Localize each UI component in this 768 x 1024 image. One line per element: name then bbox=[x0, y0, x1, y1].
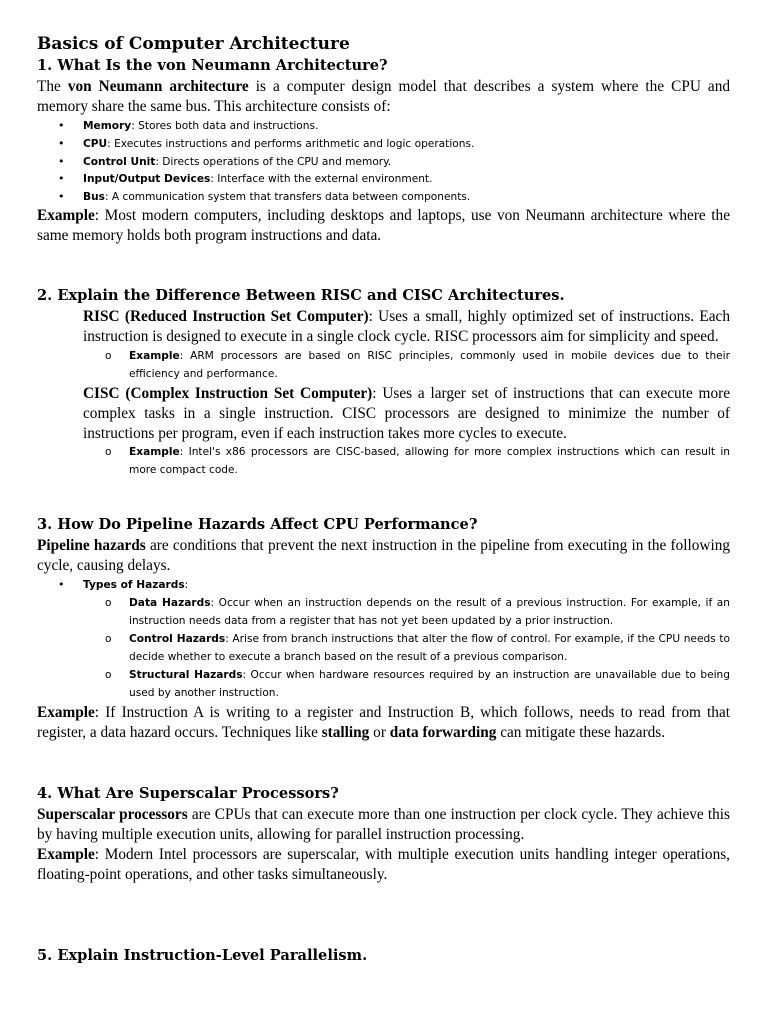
list-item: • Types of Hazards: bbox=[58, 578, 189, 591]
risc-example: o Example: ARM processors are based on RISC principles, commonly used in mobile devices due to their efficiency and performance. bbox=[105, 350, 730, 380]
list-item: • CPU: Executes instructions and performs arithmetic and logic operations. bbox=[58, 137, 475, 150]
hazard-item: o Data Hazards: Occur when an instruction depends on the result of a previous instruction. For example, if an instruction needs data from a register that has not yet been updated by a prior instruction. bbox=[105, 597, 730, 627]
list-item: • Bus: A communication system that transfers data between components. bbox=[58, 190, 471, 203]
hazard-item: o Control Hazards: Arise from branch instructions that alter the flow of control. For example, if the CPU needs to decide whether to execute a branch based on the result of a previous comparison. bbox=[105, 633, 730, 663]
hazard-item: o Structural Hazards: Occur when hardware resources required by an instruction are unavailable due to being used by another instruction. bbox=[105, 669, 730, 699]
section-4-example: Example: Modern Intel processors are superscalar, with multiple execution units handling integer operations, floating-point operations, and other tasks simultaneously. bbox=[37, 846, 730, 883]
section-3-heading: 3. How Do Pipeline Hazards Affect CPU Performance? bbox=[37, 516, 478, 533]
list-item: • Input/Output Devices: Interface with the external environment. bbox=[58, 172, 433, 185]
risc-paragraph: RISC (Reduced Instruction Set Computer): Uses a small, highly optimized set of instructions. Each instruction is designed to execute in a single clock cycle. RISC processors aim for simplicity and speed. bbox=[83, 308, 730, 345]
section-4-heading: 4. What Are Superscalar Processors? bbox=[37, 785, 339, 802]
section-1-heading: 1. What Is the von Neumann Architecture? bbox=[37, 57, 388, 74]
section-5-heading: 5. Explain Instruction-Level Parallelism. bbox=[37, 947, 368, 964]
section-3-intro: Pipeline hazards are conditions that prevent the next instruction in the pipeline from executing in the following cycle, causing delays. bbox=[37, 537, 730, 574]
section-1-intro: The von Neumann architecture is a computer design model that describes a system where the CPU and memory share the same bus. This architecture consists of: bbox=[37, 78, 730, 115]
section-1-example: Example: Most modern computers, including desktops and laptops, use von Neumann architecture where the same memory holds both program instructions and data. bbox=[37, 207, 730, 244]
list-item: • Memory: Stores both data and instructions. bbox=[58, 119, 319, 132]
cisc-paragraph: CISC (Complex Instruction Set Computer): Uses a larger set of instructions that can execute more complex tasks in a single instruction. CISC processors are designed to minimize the number of instructions per program, even if each instruction takes more cycles to execute. bbox=[83, 385, 730, 442]
document-title: Basics of Computer Architecture bbox=[37, 34, 350, 54]
section-2-heading: 2. Explain the Difference Between RISC and CISC Architectures. bbox=[37, 287, 565, 304]
section-4-intro: Superscalar processors are CPUs that can execute more than one instruction per clock cycle. They achieve this by having multiple execution units, allowing for parallel instruction processing. bbox=[37, 806, 730, 843]
cisc-example: o Example: Intel's x86 processors are CISC-based, allowing for more complex instructions which can result in more compact code. bbox=[105, 446, 730, 476]
list-item: • Control Unit: Directs operations of the CPU and memory. bbox=[58, 155, 392, 168]
section-3-example: Example: If Instruction A is writing to a register and Instruction B, which follows, needs to read from that register, a data hazard occurs. Techniques like stalling or data forwarding can mitigate these hazards. bbox=[37, 704, 730, 741]
